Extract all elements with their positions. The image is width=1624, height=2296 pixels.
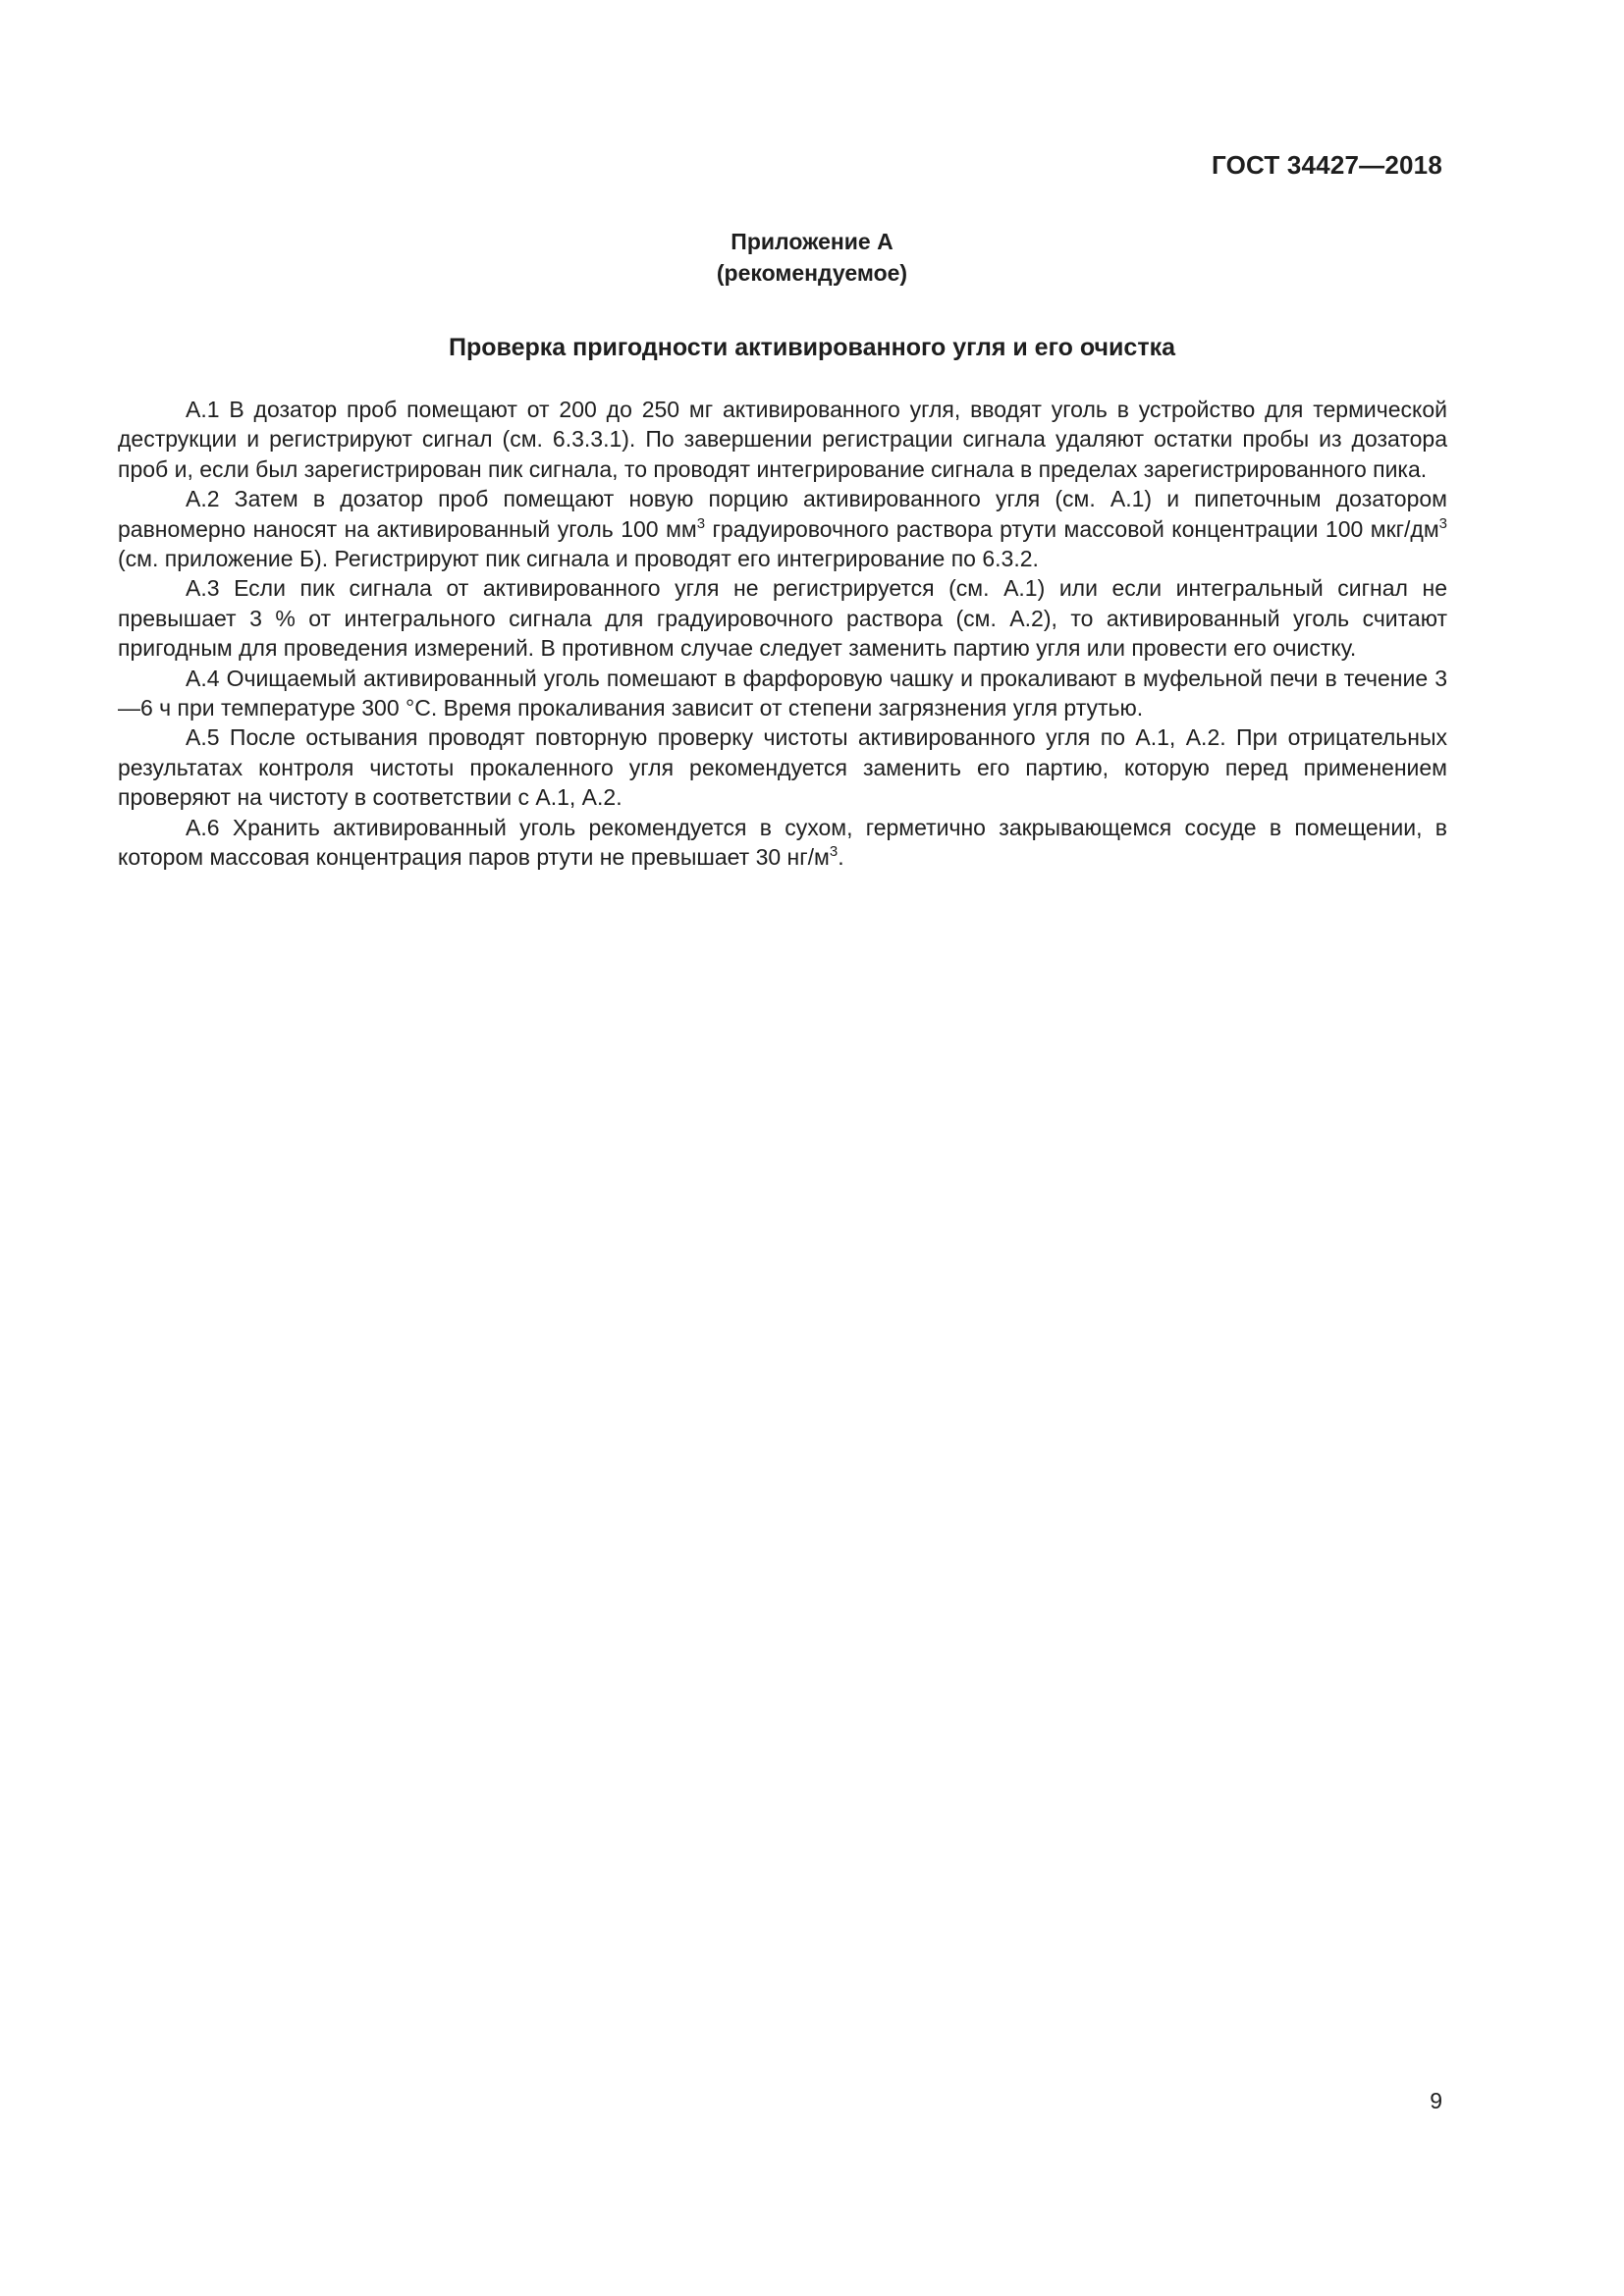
paragraph-a2 — [118, 484, 1447, 573]
paragraph-a6-text-1: А.6 Хранить активированный уголь рекомендуется в сухом, герметично закрывающемся сосуде в помещении, в котором массовая концентрация паров ртути не превышает 30 нг/м — [118, 814, 1447, 871]
paragraph-a5: А.5 После остывания проводят повторную проверку чистоты активированного угля по А.1, А.2. При отрицательных результатах контроля чистоты прокаленного угля рекомендуется заменить его партию, которую перед применением проверяют на чистоту в соответствии с А.1, А.2. — [118, 724, 1447, 811]
paragraph-a6-text-2: . — [838, 844, 844, 871]
annex-title: Приложение А — [731, 229, 893, 254]
annex-heading — [0, 226, 1624, 289]
paragraph-a2-text-2: градуировочного раствора ртути массовой концентрации 100 мкг/дм — [705, 515, 1439, 542]
superscript: 3 — [1438, 514, 1448, 532]
body-text — [118, 395, 1447, 873]
standard-code: ГОСТ 34427—2018 — [1212, 150, 1442, 180]
superscript: 3 — [829, 843, 839, 861]
paragraph-a4: А.4 Очищаемый активированный уголь помешают в фарфоровую чашку и прокаливают в муфельной печи в течение 3—6 ч при температуре 300 °С. Время прокаливания зависит от степени загрязнения угля ртутью. — [118, 665, 1447, 721]
annex-status: (рекомендуемое) — [716, 260, 908, 286]
section-title: Проверка пригодности активированного угля и его очистка — [449, 334, 1175, 361]
page-number: 9 — [1430, 2088, 1442, 2113]
paragraph-a2-text-1: А.2 Затем в дозатор проб помещают новую порцию активированного угля (см. А.1) и пипеточным дозатором равномерно наносят на активированный уголь 100 мм — [118, 486, 1447, 542]
superscript: 3 — [696, 514, 706, 532]
paragraph-a3: А.3 Если пик сигнала от активированного угля не регистрируется (см. А.1) или если интегральный сигнал не превышает 3 % от интегрального сигнала для градуировочного раствора (см. А.2), то активированный уголь считают пригодным для проведения измерений. В противном случае следует заменить партию угля или провести его очистку. — [118, 575, 1447, 662]
paragraph-a1: А.1 В дозатор проб помещают от 200 до 250 мг активированного угля, вводят уголь в устройство для термической деструкции и регистрируют сигнал (см. 6.3.3.1). По завершении регистрации сигнала удаляют остатки пробы из дозатора проб и, если был зарегистрирован пик сигнала, то проводят интегрирование сигнала в пределах зарегистрированного пика. — [118, 397, 1447, 482]
paragraph-a2-text-3: (см. приложение Б). Регистрируют пик сигнала и проводят его интегрирование по 6.3.2. — [118, 546, 1039, 572]
paragraph-a6 — [118, 813, 1447, 873]
